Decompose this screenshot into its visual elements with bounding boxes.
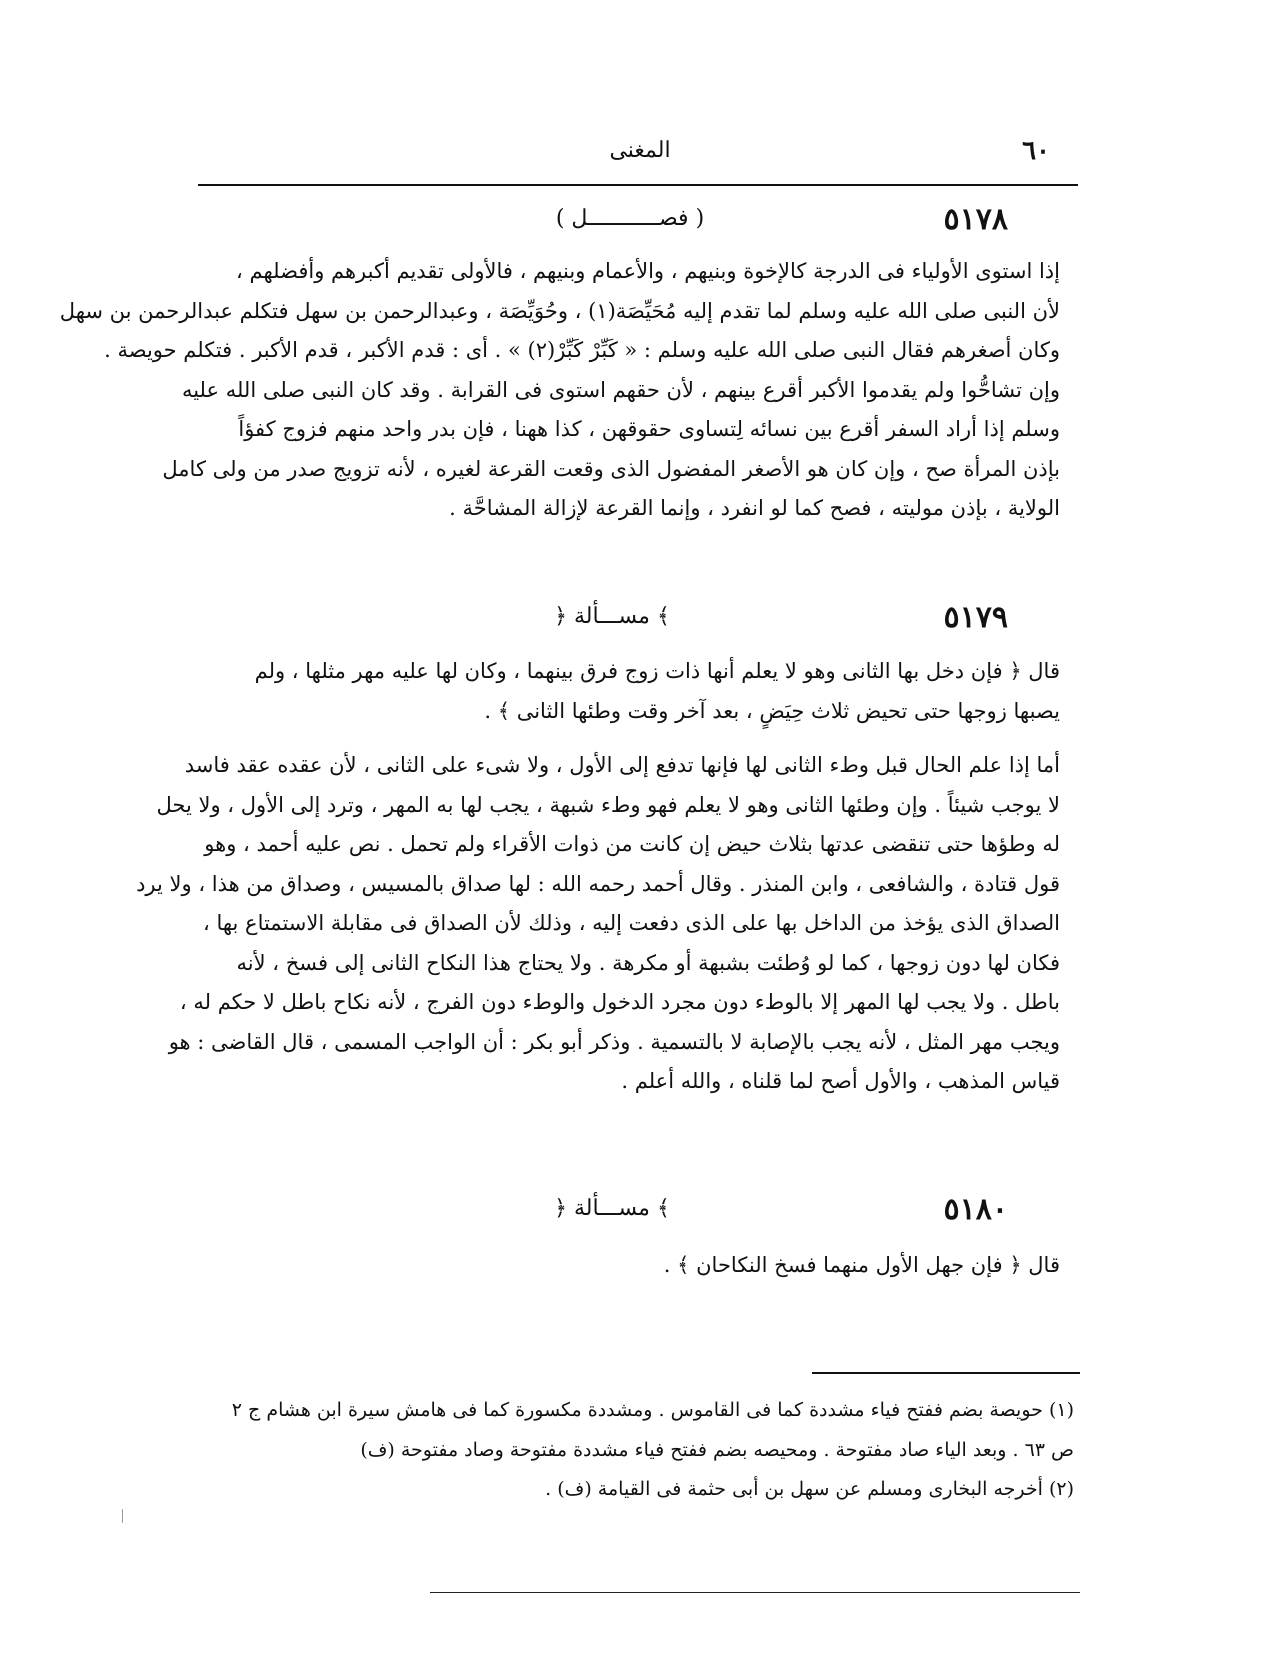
paragraph-5178 [59,252,1060,529]
scan-mark [122,1509,123,1523]
footnote-line: (٢) أخرجه البخارى ومسلم عن سهل بن أبى حثمة فى القيامة (ف) . [545,1478,1074,1500]
section-title-fasl: ( فصـــــــــــل ) [555,206,705,231]
running-header-title: المغنى [609,138,671,163]
text-line: وسلم إذا أراد السفر أقرع بين نسائه لِتساوى حقوقهن ، كذا ههنا ، فإن بدر واحد منهم فزوج كفؤاً [238,417,1060,441]
footnote-line: ص ٦٣ . وبعد الياء صاد مفتوحة . ومحيصه بضم ففتح فياء مشددة مفتوحة وصاد مفتوحة (ف) [360,1438,1074,1461]
text-line: وكان أصغرهم فقال النبى صلى الله عليه وسلم : « كَبِّرْ كَبِّرْ(٢) » . أى : قدم الأكبر ، قدم الأكبر . فتكلم حويصة . [104,338,1060,362]
text-line: أما إذا علم الحال قبل وطء الثانى لها فإنها تدفع إلى الأول ، ولا شىء على الثانى ، لأن عقده عقد فاسد [184,753,1060,777]
section-title-masala-2: ﴿ مســـألة ﴾ [554,1196,670,1221]
footnote-rule [812,1372,1080,1374]
text-line: ويجب مهر المثل ، لأنه يجب بالإصابة لا بالتسمية . وذكر أبو بكر : أن الواجب المسمى ، قال القاضى : هو [168,1029,1060,1054]
text-line: وإن تشاحُّوا ولم يقدموا الأكبر أقرع بينهم ، لأن حقهم استوى فى القرابة . وقد كان النبى صلى الله عليه [181,377,1060,402]
paragraph-5180 [198,1246,1060,1286]
section-number-5179: ٥١٧٩ [943,600,1008,635]
text-line: بإذن المرأة صح ، وإن كان هو الأصغر المفضول الذى وقعت القرعة لغيره ، لأنه تزويج صدر من ولى كامل [162,456,1060,481]
page-number: ٦٠ [1022,136,1050,166]
text-line: فكان لها دون زوجها ، كما لو وُطئت بشبهة أو مكرهة . ولا يحتاج هذا النكاح الثانى إلى فسخ ، لأنه [236,950,1060,975]
section-number-5178: ٥١٧٨ [943,202,1008,237]
text-line: قال ﴿ فإن جهل الأول منهما فسخ النكاحان ﴾ . [663,1253,1060,1277]
text-line: لا يوجب شيئاً . وإن وطئها الثانى وهو لا يعلم فهو وطء شبهة ، يجب لها به المهر ، وترد إلى الأول ، ولا يحل [156,792,1060,817]
text-line: إذا استوى الأولياء فى الدرجة كالإخوة وبنيهم ، والأعمام وبنيهم ، فالأولى تقديم أكبرهم وأفضلهم ، [236,259,1060,283]
paragraph-5179-commentary [136,746,1060,1102]
text-line: لأن النبى صلى الله عليه وسلم لما تقدم إليه مُحَيِّصَة(١) ، وحُوَيِّصَة ، وعبدالرحمن بن سهل فتكلم عبدالرحمن بن سهل [59,298,1060,323]
text-line: قال ﴿ فإن دخل بها الثانى وهو لا يعلم أنها ذات زوج فرق بينهما ، وكان لها عليه مهر مثلها ، ولم [254,659,1060,683]
text-line: يصبها زوجها حتى تحيض ثلاث حِيَضٍ ، بعد آخر وقت وطئها الثانى ﴾ . [484,698,1060,723]
bottom-rule [430,1592,1080,1593]
footnotes [198,1392,1074,1511]
text-line: قول قتادة ، والشافعى ، وابن المنذر . وقال أحمد رحمه الله : لها صداق بالمسيس ، وصداق من هذا ، ولا يرد [136,871,1060,896]
text-line: الصداق الذى يؤخذ من الداخل بها على الذى دفعت إليه ، وذلك لأن الصداق فى مقابلة الاستمتاع بها ، [202,911,1060,935]
text-line: قياس المذهب ، والأول أصح لما قلناه ، والله أعلم . [621,1069,1060,1093]
footnote-line: (١) حويصة بضم ففتح فياء مشددة كما فى القاموس . ومشددة مكسورة كما فى هامش سيرة ابن هشام ج ٢ [231,1399,1074,1421]
header-rule [198,184,1078,186]
section-title-masala: ﴿ مســـألة ﴾ [554,604,670,629]
text-line: باطل . ولا يجب لها المهر إلا بالوطء دون مجرد الدخول والوطء دون الفرج ، لأنه نكاح باطل لا حكم له ، [179,990,1060,1014]
text-line: له وطؤها حتى تنقضى عدتها بثلاث حيض إن كانت من ذوات الأقراء ولم تحمل . نص عليه أحمد ، وهو [204,832,1060,856]
text-line: الولاية ، بإذن موليته ، فصح كما لو انفرد ، وإنما القرعة لإزالة المشاحَّة . [449,496,1060,520]
paragraph-5179-statement [198,652,1060,731]
section-number-5180: ٥١٨٠ [943,1192,1008,1227]
